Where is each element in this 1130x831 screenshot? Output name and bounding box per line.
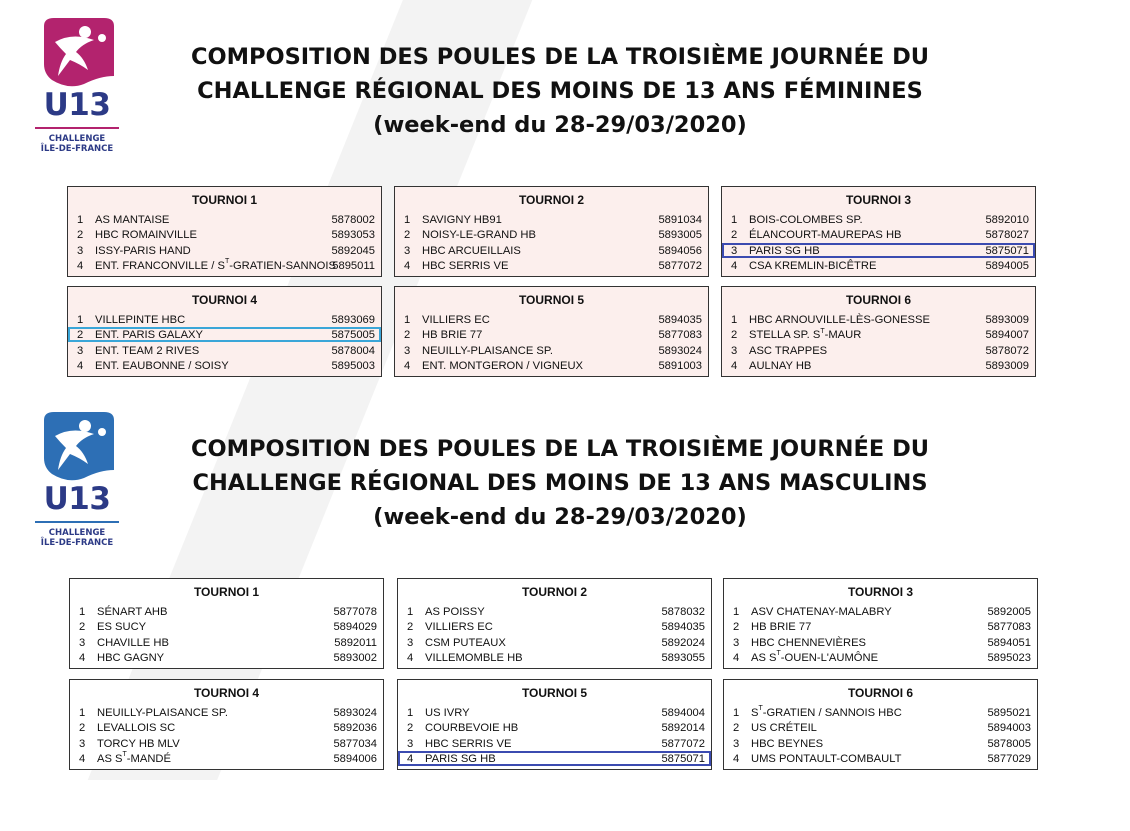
team-number: 2 xyxy=(77,229,84,242)
team-name: CHAVILLE HB xyxy=(97,636,169,649)
team-name: VILLEMOMBLE HB xyxy=(425,651,523,664)
team-row xyxy=(395,359,708,374)
team-number: 3 xyxy=(404,344,411,357)
team-number: 4 xyxy=(79,752,86,765)
team-name: ENT. EAUBONNE / SOISY xyxy=(95,359,229,372)
team-name: ENT. FRANCONVILLE / $S^T-GRATIEN$-SANNOIS xyxy=(95,258,336,272)
team-row xyxy=(395,328,708,343)
team-row xyxy=(70,651,383,666)
team-name: PARIS SG HB xyxy=(749,244,820,257)
team-code: 5878005 xyxy=(987,737,1031,750)
team-code: 5893005 xyxy=(658,229,702,242)
team-number: 3 xyxy=(731,244,738,257)
team-number: 1 xyxy=(731,214,738,226)
team-row xyxy=(724,636,1037,651)
title-line-2: CHALLENGE RÉGIONAL DES MOINS DE 13 ANS MASCULINS xyxy=(192,470,928,496)
title-line-3: (week-end du 28-29/03/2020) xyxy=(373,504,747,530)
team-code: 5878027 xyxy=(985,229,1029,242)
team-row xyxy=(70,636,383,651)
team-number: 3 xyxy=(77,344,84,357)
team-number: 2 xyxy=(731,329,738,342)
team-name: BOIS-COLOMBES SP. xyxy=(749,214,863,226)
team-number: 3 xyxy=(77,244,84,257)
team-code: 5894005 xyxy=(985,259,1029,272)
team-row xyxy=(724,721,1037,736)
tournoi-box xyxy=(723,578,1038,669)
team-code: 5893024 xyxy=(333,707,377,719)
team-code: 5891003 xyxy=(658,359,702,372)
logo-bar xyxy=(35,127,119,129)
team-row xyxy=(722,328,1035,343)
team-number: 1 xyxy=(77,214,84,226)
team-name: ASC TRAPPES xyxy=(749,344,828,357)
team-code: 5894056 xyxy=(658,244,702,257)
team-number: 1 xyxy=(404,314,411,326)
tournoi-box xyxy=(394,186,709,277)
team-code: 5892010 xyxy=(985,214,1029,226)
team-number: 1 xyxy=(407,606,414,618)
team-row xyxy=(724,706,1037,721)
team-name: ISSY-PARIS HAND xyxy=(95,244,191,257)
team-number: 4 xyxy=(407,752,414,765)
team-number: 4 xyxy=(733,651,740,664)
team-number: 2 xyxy=(79,621,86,634)
team-number: 1 xyxy=(79,707,86,719)
team-code: 5878004 xyxy=(331,344,375,357)
team-row xyxy=(395,259,708,274)
team-code: 5893009 xyxy=(985,359,1029,372)
team-name: SAVIGNY HB91 xyxy=(422,214,502,226)
team-code: 5891034 xyxy=(658,214,702,226)
team-code: 5894035 xyxy=(661,621,705,634)
team-code: 5895021 xyxy=(987,707,1031,719)
team-code: 5875071 xyxy=(985,244,1029,257)
team-row xyxy=(398,721,711,736)
team-code: 5894007 xyxy=(985,329,1029,342)
team-name: TORCY HB MLV xyxy=(97,737,180,750)
team-name: UMS PONTAULT-COMBAULT xyxy=(751,752,902,765)
team-name: AS POISSY xyxy=(425,606,485,618)
team-number: 2 xyxy=(404,329,411,342)
team-code: 5877029 xyxy=(987,752,1031,765)
team-row xyxy=(395,244,708,259)
team-name: ÉLANCOURT-MAUREPAS HB xyxy=(749,229,902,242)
team-name: AS $S^T-OUEN-L'AUMÔNE$ xyxy=(751,650,879,664)
team-number: 2 xyxy=(79,722,86,735)
team-name: PARIS SG HB xyxy=(425,752,496,765)
tournoi-box xyxy=(394,286,709,377)
team-code: 5877034 xyxy=(333,737,377,750)
team-number: 1 xyxy=(77,314,84,326)
highlight-frame xyxy=(398,751,711,766)
logo-u13-text: U13 xyxy=(43,481,111,517)
tournoi-title: TOURNOI 6 xyxy=(847,686,914,700)
title-line-3: (week-end du 28-29/03/2020) xyxy=(373,112,747,138)
team-number: 4 xyxy=(733,752,740,765)
team-name: ES SUCY xyxy=(97,621,147,634)
tournoi-title: TOURNOI 2 xyxy=(521,585,588,599)
team-code: 5894003 xyxy=(987,722,1031,735)
team-row xyxy=(724,605,1037,620)
team-row xyxy=(395,228,708,243)
team-code: 5894029 xyxy=(333,621,377,634)
team-number: 3 xyxy=(79,636,86,649)
title-line-1: COMPOSITION DES POULES DE LA TROISIÈME JOURNÉE DU xyxy=(190,436,930,462)
tournoi-box xyxy=(723,679,1038,770)
team-name: ENT. TEAM 2 RIVES xyxy=(95,344,200,357)
tournoi-title: TOURNOI 4 xyxy=(193,686,260,700)
team-name: HBC SERRIS VE xyxy=(425,737,512,750)
team-code: 5878002 xyxy=(331,214,375,226)
title-line-1: COMPOSITION DES POULES DE LA TROISIÈME JOURNÉE DU xyxy=(190,44,930,70)
team-code: 5877072 xyxy=(661,737,705,750)
team-code: 5893002 xyxy=(333,651,377,664)
team-code: 5893055 xyxy=(661,651,705,664)
highlight-frame xyxy=(722,243,1035,258)
team-row xyxy=(398,737,711,752)
team-number: 1 xyxy=(731,314,738,326)
team-number: 2 xyxy=(733,722,740,735)
team-code: 5892014 xyxy=(661,722,705,735)
team-row xyxy=(70,620,383,635)
team-row xyxy=(722,359,1035,374)
team-number: 2 xyxy=(404,229,411,242)
team-code: 5877078 xyxy=(333,606,377,618)
team-code: 5894035 xyxy=(658,314,702,326)
team-code: 5877083 xyxy=(987,621,1031,634)
team-name: ENT. PARIS GALAXY xyxy=(95,329,203,342)
tournoi-title: TOURNOI 5 xyxy=(521,686,588,700)
team-row xyxy=(724,752,1037,767)
team-code: 5878072 xyxy=(985,344,1029,357)
team-code: 5893024 xyxy=(658,344,702,357)
team-row xyxy=(722,259,1035,274)
team-row xyxy=(70,605,383,620)
tournoi-title: TOURNOI 3 xyxy=(847,585,914,599)
team-row xyxy=(398,636,711,651)
tournoi-box xyxy=(721,286,1036,377)
team-row xyxy=(70,721,383,736)
team-row xyxy=(70,706,383,721)
team-row xyxy=(724,737,1037,752)
team-number: 4 xyxy=(407,651,414,664)
team-number: 4 xyxy=(404,259,411,272)
team-name: HBC GAGNY xyxy=(97,651,165,664)
highlight-frame xyxy=(68,327,381,342)
team-number: 4 xyxy=(79,651,86,664)
team-row xyxy=(395,344,708,359)
team-number: 2 xyxy=(407,722,414,735)
team-name: VILLIERS EC xyxy=(422,314,490,326)
team-row xyxy=(68,328,381,343)
team-number: 1 xyxy=(79,606,86,618)
tournoi-box xyxy=(721,186,1036,277)
team-name: HB BRIE 77 xyxy=(422,329,483,342)
team-name: AS MANTAISE xyxy=(95,214,170,226)
tournoi-title: TOURNOI 1 xyxy=(193,585,260,599)
team-number: 3 xyxy=(407,636,414,649)
team-name: HBC CHENNEVIÈRES xyxy=(751,636,867,649)
tournoi-title: TOURNOI 4 xyxy=(191,293,258,307)
team-name: VILLIERS EC xyxy=(425,621,493,634)
team-code: 5893069 xyxy=(331,314,375,326)
team-name: HBC ARCUEILLAIS xyxy=(422,244,521,257)
team-code: 5892005 xyxy=(987,606,1031,618)
team-code: 5892011 xyxy=(334,636,377,649)
team-row xyxy=(398,706,711,721)
team-name: SÉNART AHB xyxy=(97,606,168,618)
team-name: COURBEVOIE HB xyxy=(425,722,519,735)
team-name: NOISY-LE-GRAND HB xyxy=(422,229,536,242)
team-row xyxy=(68,213,381,228)
team-number: 2 xyxy=(77,329,84,342)
team-name: HB BRIE 77 xyxy=(751,621,812,634)
title-line-2: CHALLENGE RÉGIONAL DES MOINS DE 13 ANS FÉMININES xyxy=(197,78,923,104)
team-code: 5894004 xyxy=(661,707,705,719)
tournoi-box xyxy=(67,186,382,277)
team-row xyxy=(70,737,383,752)
tournoi-title: TOURNOI 1 xyxy=(191,193,258,207)
team-row xyxy=(68,313,381,328)
team-code: 5895011 xyxy=(332,259,375,272)
team-row xyxy=(68,359,381,374)
team-code: 5892045 xyxy=(331,244,375,257)
team-number: 2 xyxy=(731,229,738,242)
team-row xyxy=(398,605,711,620)
team-name: AULNAY HB xyxy=(749,359,812,372)
team-number: 2 xyxy=(407,621,414,634)
team-row xyxy=(68,228,381,243)
team-number: 2 xyxy=(733,621,740,634)
team-row xyxy=(395,313,708,328)
team-code: 5893009 xyxy=(985,314,1029,326)
team-row xyxy=(68,244,381,259)
team-row xyxy=(70,752,383,767)
team-name: ASV CHATENAY-MALABRY xyxy=(751,606,892,618)
team-name: HBC ROMAINVILLE xyxy=(95,229,197,242)
team-number: 3 xyxy=(407,737,414,750)
tournoi-title: TOURNOI 5 xyxy=(518,293,585,307)
team-row xyxy=(395,213,708,228)
team-code: 5892036 xyxy=(333,722,377,735)
team-code: 5875005 xyxy=(331,329,375,342)
feminine-title xyxy=(110,40,1010,142)
team-number: 3 xyxy=(404,244,411,257)
tournoi-box xyxy=(69,578,384,669)
team-row xyxy=(722,344,1035,359)
team-name: CSM PUTEAUX xyxy=(425,636,506,649)
team-number: 4 xyxy=(731,259,738,272)
team-name: ENT. MONTGERON / VIGNEUX xyxy=(422,359,583,372)
team-row xyxy=(398,752,711,767)
team-name: NEUILLY-PLAISANCE SP. xyxy=(422,344,553,357)
team-number: 4 xyxy=(731,359,738,372)
team-code: 5895003 xyxy=(331,359,375,372)
team-number: 3 xyxy=(731,344,738,357)
tournoi-box xyxy=(397,679,712,770)
team-row xyxy=(722,213,1035,228)
team-code: 5877072 xyxy=(658,259,702,272)
team-number: 4 xyxy=(77,359,84,372)
logo-u13-text: U13 xyxy=(43,87,111,123)
team-row xyxy=(724,651,1037,666)
team-name: STELLA SP. $S^T$-MAUR xyxy=(749,327,862,342)
team-name: HBC BEYNES xyxy=(751,737,824,750)
tournoi-box xyxy=(69,679,384,770)
team-code: 5894006 xyxy=(333,752,377,765)
team-number: 3 xyxy=(733,737,740,750)
team-row xyxy=(722,244,1035,259)
logo-bar xyxy=(35,521,119,523)
tournoi-title: TOURNOI 2 xyxy=(518,193,585,207)
logo-region-text: ÎLE-DE-FRANCE xyxy=(40,144,114,154)
team-name: AS $S^T$-MANDÉ xyxy=(97,751,171,765)
team-row xyxy=(722,313,1035,328)
team-number: 4 xyxy=(77,259,84,272)
team-name: VILLEPINTE HBC xyxy=(95,314,186,326)
tournoi-box xyxy=(397,578,712,669)
tournoi-title: TOURNOI 6 xyxy=(845,293,912,307)
team-row xyxy=(68,344,381,359)
team-name: US CRÉTEIL xyxy=(751,722,817,735)
team-row xyxy=(68,259,381,274)
team-name: CSA KREMLIN-BICÊTRE xyxy=(749,259,877,272)
logo-challenge-text: CHALLENGE xyxy=(48,134,106,144)
team-number: 3 xyxy=(733,636,740,649)
team-code: 5894051 xyxy=(987,636,1031,649)
logo-challenge-text: CHALLENGE xyxy=(48,528,106,538)
team-code: 5895023 xyxy=(987,651,1031,664)
team-number: 3 xyxy=(79,737,86,750)
team-code: 5875071 xyxy=(661,752,705,765)
team-number: 1 xyxy=(733,707,740,719)
team-code: 5893053 xyxy=(331,229,375,242)
tournoi-box xyxy=(67,286,382,377)
team-row xyxy=(398,620,711,635)
team-name: NEUILLY-PLAISANCE SP. xyxy=(97,707,228,719)
team-code: 5892024 xyxy=(661,636,705,649)
team-number: 1 xyxy=(404,214,411,226)
team-name: HBC SERRIS VE xyxy=(422,259,509,272)
team-row xyxy=(398,651,711,666)
team-name: US IVRY xyxy=(425,707,470,719)
team-row xyxy=(724,620,1037,635)
logo-region-text: ÎLE-DE-FRANCE xyxy=(40,538,114,548)
team-code: 5878032 xyxy=(661,606,705,618)
team-code: 5877083 xyxy=(658,329,702,342)
team-number: 1 xyxy=(733,606,740,618)
tournoi-title: TOURNOI 3 xyxy=(845,193,912,207)
team-name: LEVALLOIS SC xyxy=(97,722,176,735)
team-number: 1 xyxy=(407,707,414,719)
masculine-title xyxy=(110,432,1010,534)
team-name: $S^T$-GRATIEN / SANNOIS HBC xyxy=(751,705,902,719)
team-number: 4 xyxy=(404,359,411,372)
team-row xyxy=(722,228,1035,243)
team-name: HBC ARNOUVILLE-LÈS-GONESSE xyxy=(749,314,930,326)
